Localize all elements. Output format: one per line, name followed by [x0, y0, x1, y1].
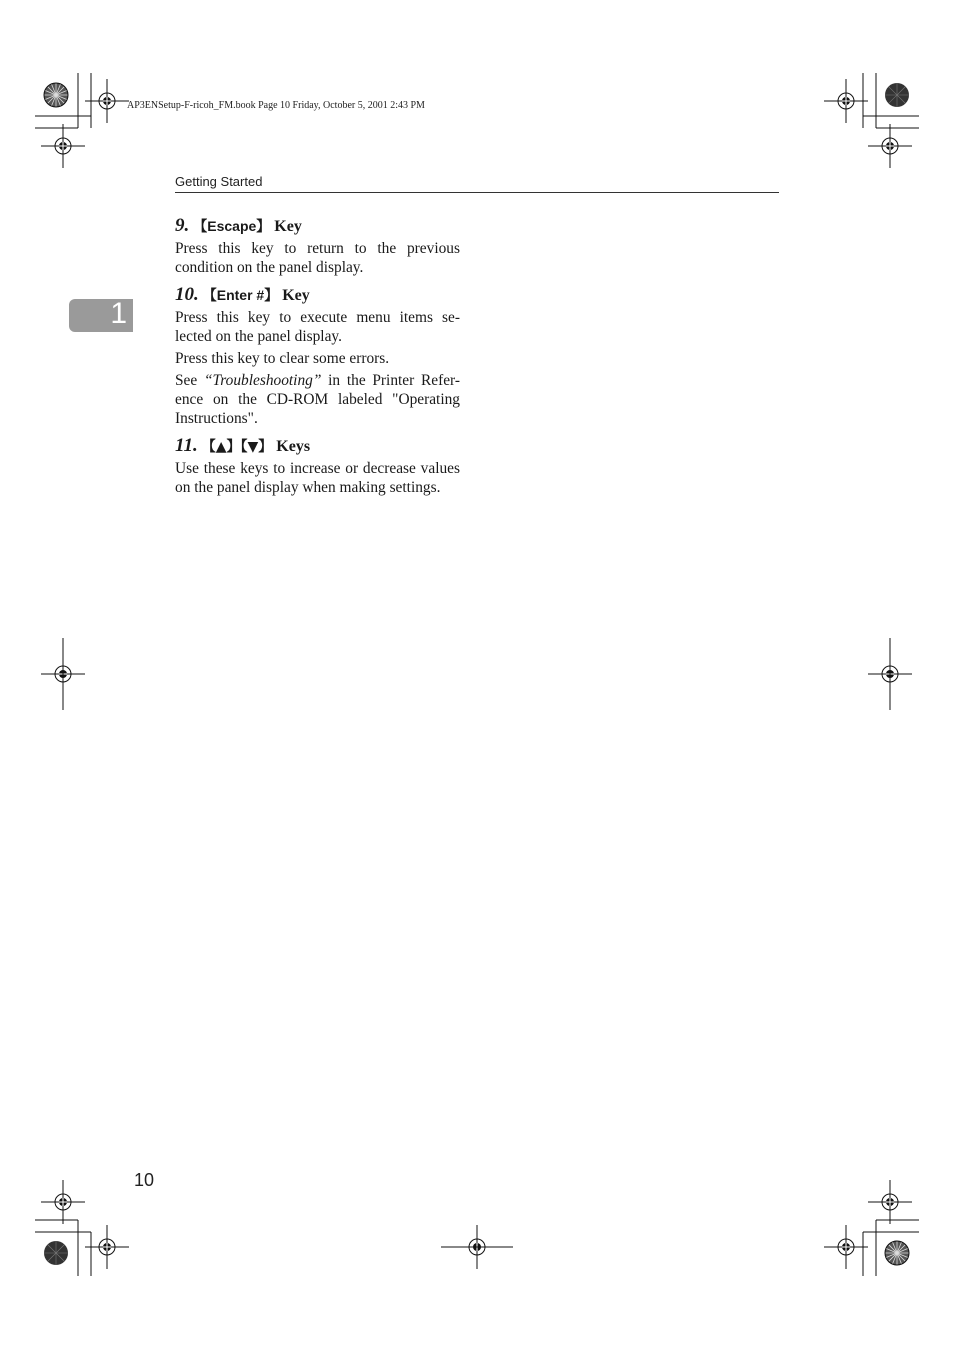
item-heading-tail: Key: [282, 287, 310, 304]
item-description: Use these keys to increase or decrease values on the panel display when making settings.: [175, 460, 460, 496]
main-content: [175, 214, 460, 503]
item-enter-key: [175, 283, 460, 428]
header-rule: [175, 192, 779, 193]
page-number: 10: [134, 1170, 155, 1190]
item-heading: [175, 283, 460, 308]
cross-reference-suffix: in the Printer Refer-ence on the CD-ROM labeled "Operating Instructions".: [175, 372, 460, 427]
key-bracket-open: 【: [202, 288, 217, 304]
chapter-number: 1: [110, 297, 127, 330]
key-name: Enter #: [216, 287, 265, 303]
item-description: Press this key to clear some errors.: [175, 350, 390, 367]
chapter-tab: [69, 299, 133, 332]
key-name: Escape: [207, 218, 257, 234]
item-number: 11.: [175, 435, 198, 456]
key-bracket-open: 【: [193, 219, 208, 235]
item-escape-key: [175, 214, 460, 277]
item-heading-tail: Keys: [276, 438, 311, 455]
print-slug: AP3ENSetup-F-ricoh_FM.book Page 10 Friday, October 5, 2001 2:43 PM: [127, 100, 425, 111]
key-bracket-close: 】: [264, 288, 279, 304]
cross-reference-title: “Troubleshooting”: [203, 372, 322, 389]
running-head: Getting Started: [175, 174, 263, 189]
item-heading: [175, 434, 460, 459]
item-heading: [175, 214, 460, 239]
item-arrow-keys: [175, 434, 460, 497]
cross-reference-prefix: See: [175, 372, 204, 389]
item-number: 9.: [175, 215, 190, 236]
key-bracket-close: 】: [256, 219, 271, 235]
cross-reference: [175, 371, 460, 428]
down-arrow-key-icon: 【▼】: [240, 439, 273, 455]
item-description: Press this key to execute menu items se-lected on the panel display.: [175, 309, 460, 345]
up-arrow-key-icon: 【▲】: [201, 439, 241, 455]
item-description: Press this key to return to the previous condition on the panel display.: [175, 240, 460, 276]
item-heading-tail: Key: [274, 218, 302, 235]
item-number: 10.: [175, 284, 199, 305]
